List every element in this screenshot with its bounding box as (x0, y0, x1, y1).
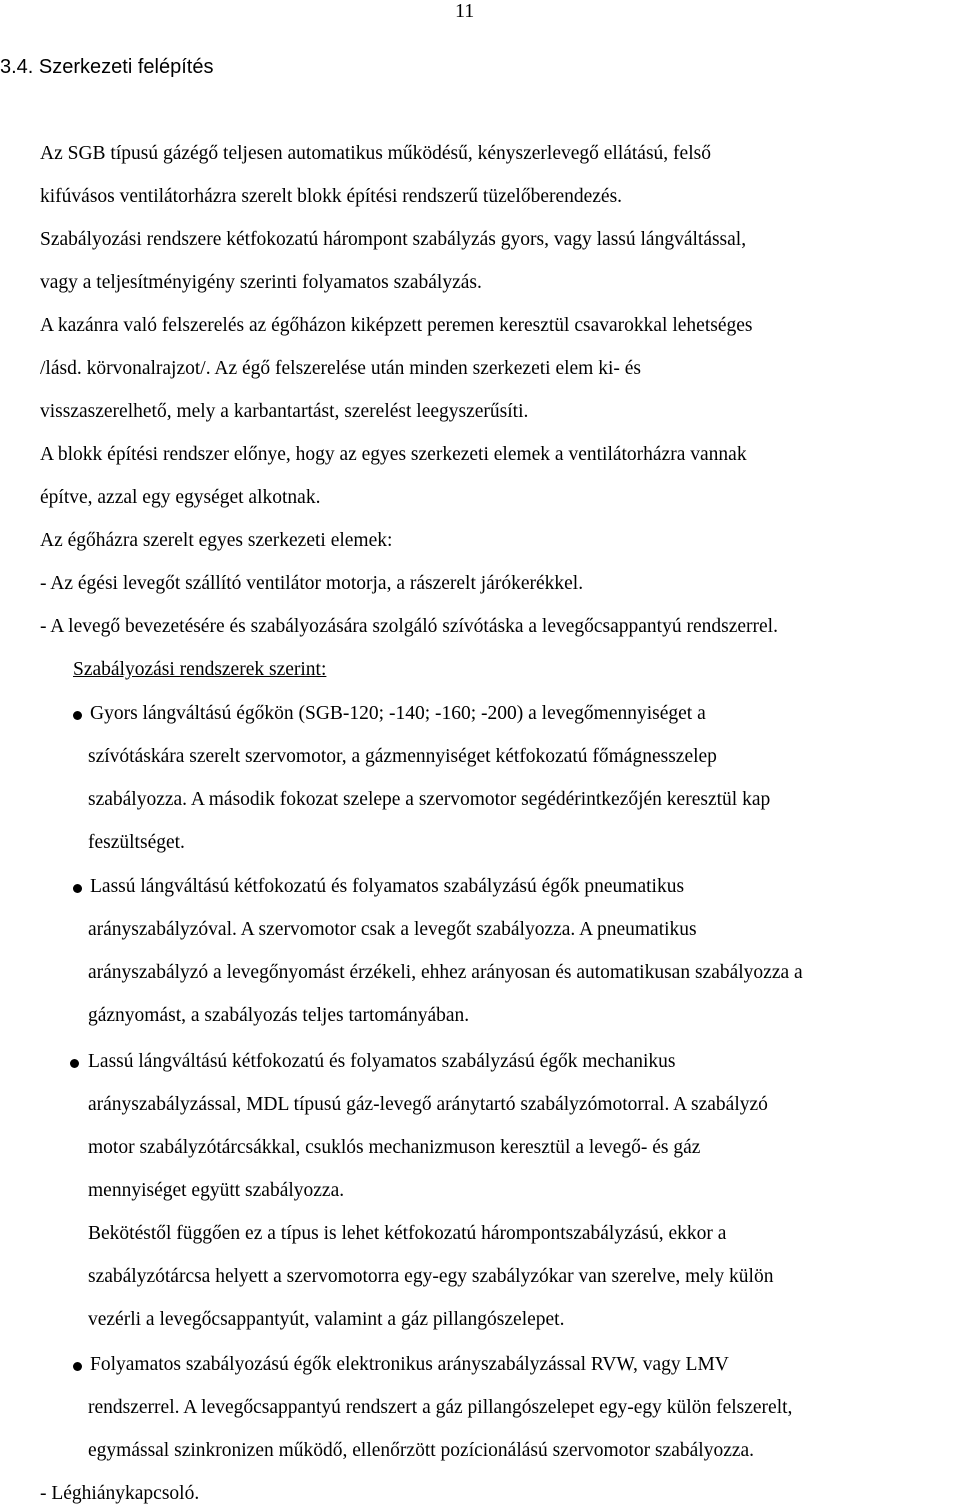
paragraph-line: A kazánra való felszerelés az égőházon kiképzett peremen keresztül csavarokkal lehetséges (40, 315, 753, 336)
bullet-line: Lassú lángváltású kétfokozatú és folyamatos szabályzású égők mechanikus (88, 1051, 676, 1072)
bullet-icon (70, 1059, 79, 1068)
bullet-line: Bekötéstől függően ez a típus is lehet kétfokozatú hárompontszabályzású, ekkor a (88, 1223, 727, 1244)
bullet-icon (73, 1362, 82, 1371)
bullet-line: vezérli a levegőcsappantyút, valamint a gáz pillangószelepet. (88, 1309, 565, 1330)
bullet-line: arányszabályzó a levegőnyomást érzékeli, ehhez arányosan és automatikusan szabályozza a (88, 962, 803, 983)
paragraph-line: Szabályozási rendszere kétfokozatú hárompont szabályzás gyors, vagy lassú lángváltással, (40, 229, 747, 250)
bullet-line: motor szabályzótárcsákkal, csuklós mechanizmuson keresztül a levegő- és gáz (88, 1137, 701, 1158)
page-number: 11 (455, 0, 475, 22)
paragraph-line: /lásd. körvonalrajzot/. Az égő felszerelése után minden szerkezeti elem ki- és (40, 358, 642, 379)
bullet-line: Gyors lángváltású égőkön (SGB-120; -140; -160; -200) a levegőmennyiséget a (90, 703, 706, 724)
bullet-line: mennyiséget együtt szabályozza. (88, 1180, 345, 1201)
bullet-line: Folyamatos szabályozású égők elektronikus arányszabályzással RVW, vagy LMV (90, 1354, 729, 1375)
bullet-line: gáznyomást, a szabályozás teljes tartományában. (88, 1005, 470, 1026)
bullet-line: szabályzótárcsa helyett a szervomotorra egy-egy szabályzókar van szerelve, mely külön (88, 1266, 774, 1287)
paragraph-line: A blokk építési rendszer előnye, hogy az egyes szerkezeti elemek a ventilátorházra vannak (40, 444, 747, 465)
list-line: - Az égési levegőt szállító ventilátor motorja, a rászerelt járókerékkel. (40, 573, 584, 594)
bullet-line: feszültséget. (88, 832, 185, 853)
paragraph-line: építve, azzal egy egységet alkotnak. (40, 487, 321, 508)
bullet-line: arányszabályzóval. A szervomotor csak a levegőt szabályozza. A pneumatikus (88, 919, 697, 940)
bullet-line: arányszabályzással, MDL típusú gáz-levegő aránytartó szabályzómotorral. A szabályzó (88, 1094, 768, 1115)
list-line: - A levegő bevezetésére és szabályozására szolgáló szívótáska a levegőcsappantyú rendszerrel. (40, 616, 778, 637)
section-heading: 3.4. Szerkezeti felépítés (0, 56, 214, 78)
list-line: - Léghiánykapcsoló. (40, 1483, 200, 1504)
bullet-line: egymással szinkronizen működő, ellenőrzött pozícionálású szervomotor szabályozza. (88, 1440, 755, 1461)
subheading: Szabályozási rendszerek szerint: (73, 659, 327, 680)
bullet-icon (73, 711, 82, 720)
bullet-line: szívótáskára szerelt szervomotor, a gázmennyiséget kétfokozatú főmágnesszelep (88, 746, 717, 767)
paragraph-line: vagy a teljesítményigény szerinti folyamatos szabályzás. (40, 272, 482, 293)
bullet-line: Lassú lángváltású kétfokozatú és folyamatos szabályzású égők pneumatikus (90, 876, 685, 897)
bullet-line: rendszerrel. A levegőcsappantyú rendszert a gáz pillangószelepet egy-egy külön felszerelt, (88, 1397, 793, 1418)
paragraph-line: visszaszerelhető, mely a karbantartást, szerelést leegyszerűsíti. (40, 401, 529, 422)
paragraph-line: Az SGB típusú gázégő teljesen automatikus működésű, kényszerlevegő ellátású, felső (40, 143, 711, 164)
paragraph-line: kifúvásos ventilátorházra szerelt blokk építési rendszerű tüzelőberendezés. (40, 186, 623, 207)
paragraph-line: Az égőházra szerelt egyes szerkezeti elemek: (40, 530, 393, 551)
bullet-line: szabályozza. A második fokozat szelepe a szervomotor segédérintkezőjén keresztül kap (88, 789, 771, 810)
bullet-icon (73, 884, 82, 893)
